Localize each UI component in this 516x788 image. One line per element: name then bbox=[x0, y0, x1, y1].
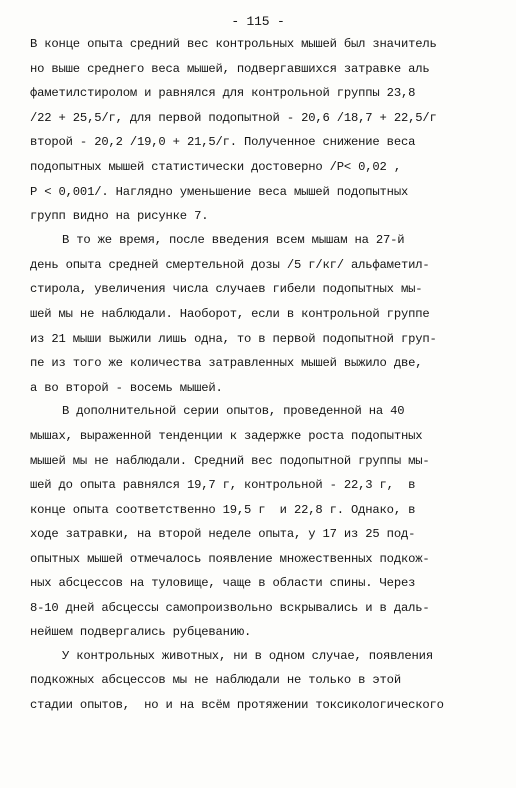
paragraph-3-line-2: мышах, выраженной тенденции к задержке роста подопытных bbox=[30, 429, 423, 443]
paragraph-3-line-10: нейшем подвергались рубцеванию. bbox=[30, 625, 252, 639]
paragraph-3-line-4: шей до опыта равнялся 19,7 г, контрольной - 22,3 г, в bbox=[30, 478, 416, 492]
paragraph-3-line-5: конце опыта соответственно 19,5 г и 22,8 г. Однако, в bbox=[30, 503, 416, 517]
paragraph-4-line-1: У контрольных животных, ни в одном случае, появления bbox=[62, 649, 433, 663]
paragraph-2-line-3: стирола, увеличения числа случаев гибели подопытных мы- bbox=[30, 282, 423, 296]
paragraph-2-line-5: из 21 мыши выжили лишь одна, то в первой подопытной груп- bbox=[30, 332, 437, 346]
paragraph-2-line-2: день опыта средней смертельной дозы /5 г/кг/ альфаметил- bbox=[30, 258, 430, 272]
paragraph-1-line-8: групп видно на рисунке 7. bbox=[30, 209, 209, 223]
paragraph-3-line-8: ных абсцессов на туловище, чаще в области спины. Через bbox=[30, 576, 416, 590]
paragraph-2-line-4: шей мы не наблюдали. Наоборот, если в контрольной группе bbox=[30, 307, 430, 321]
paragraph-4-line-3: стадии опытов, но и на всём протяжении токсикологического bbox=[30, 698, 444, 712]
paragraph-1-line-5: второй - 20,2 /19,0 + 21,5/г. Полученное снижение веса bbox=[30, 135, 416, 149]
paragraph-3-line-3: мышей мы не наблюдали. Средний вес подопытной группы мы- bbox=[30, 454, 430, 468]
paragraph-4-line-2: подкожных абсцессов мы не наблюдали не только в этой bbox=[30, 673, 401, 687]
paragraph-3-line-6: ходе затравки, на второй неделе опыта, у 17 из 25 под- bbox=[30, 527, 416, 541]
paragraph-1-line-6: подопытных мышей статистически достоверно /Р< 0,02 , bbox=[30, 160, 401, 174]
page-number: - 115 - bbox=[231, 14, 285, 29]
paragraph-1-line-3: фаметилстиролом и равнялся для контрольной группы 23,8 bbox=[30, 86, 416, 100]
paragraph-2-line-6: пе из того же количества затравленных мышей выжило две, bbox=[30, 356, 423, 370]
paragraph-3-line-1: В дополнительной серии опытов, проведенной на 40 bbox=[62, 404, 405, 418]
paragraph-1-line-7: Р < 0,001/. Наглядно уменьшение веса мышей подопытных bbox=[30, 185, 409, 199]
paragraph-2-line-1: В то же время, после введения всем мышам на 27-й bbox=[62, 233, 405, 247]
paragraph-1-line-4: /22 + 25,5/г, для первой подопытной - 20,6 /18,7 + 22,5/г bbox=[30, 111, 437, 125]
paragraph-1-line-1: В конце опыта средний вес контрольных мышей был значитель bbox=[30, 37, 437, 51]
paragraph-3-line-9: 8-10 дней абсцессы самопроизвольно вскрывались и в даль- bbox=[30, 601, 430, 615]
paragraph-2-line-7: а во второй - восемь мышей. bbox=[30, 381, 223, 395]
paragraph-3-line-7: опытных мышей отмечалось появление множественных подкож- bbox=[30, 552, 430, 566]
paragraph-1-line-2: но выше среднего веса мышей, подвергавшихся затравке аль bbox=[30, 62, 430, 76]
